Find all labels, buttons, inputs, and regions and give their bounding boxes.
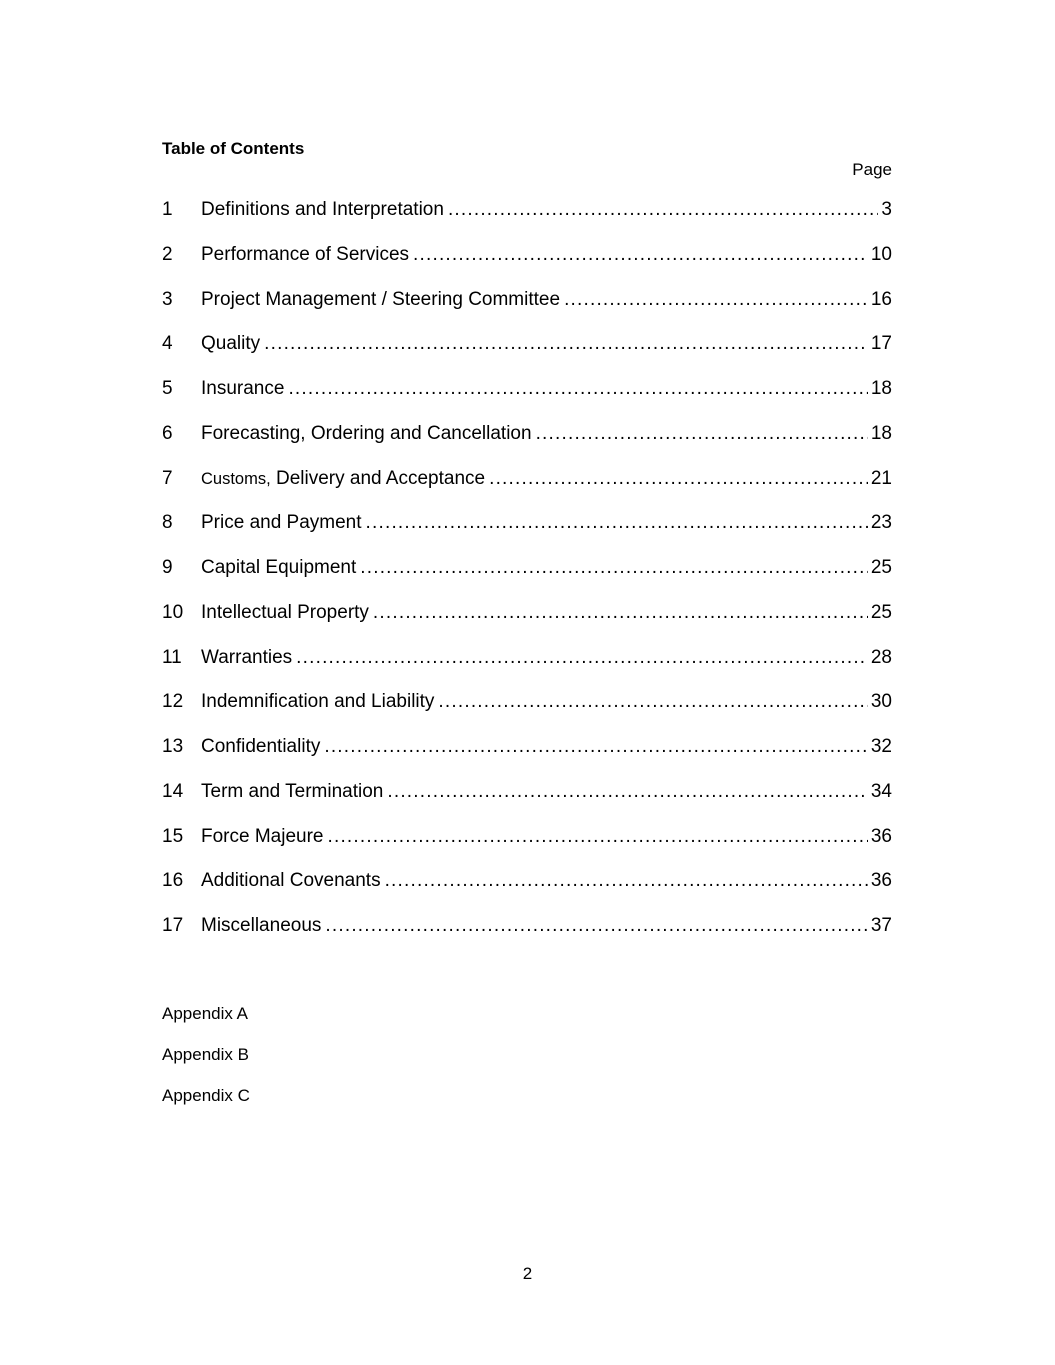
toc-entry-page: 30 <box>870 691 892 713</box>
toc-entry-number: 3 <box>162 288 173 310</box>
toc-entry-17[interactable] <box>162 912 892 957</box>
dot-leader <box>328 823 868 851</box>
dot-leader <box>324 733 868 761</box>
toc-entry-page: 16 <box>870 288 892 310</box>
toc-entry-number: 8 <box>162 512 173 534</box>
toc-entry-title: Force Majeure <box>201 825 324 847</box>
toc-entry-page: 10 <box>870 243 892 265</box>
toc-entry-page: 25 <box>870 601 892 623</box>
appendix-item-a[interactable]: Appendix A <box>162 1004 249 1023</box>
toc-entry-16[interactable] <box>162 867 892 912</box>
toc-entry-11[interactable] <box>162 644 892 689</box>
toc-entry-number: 13 <box>162 736 184 757</box>
toc-entry-title: Indemnification and Liability <box>201 691 435 713</box>
toc-entry-title: Price and Payment <box>201 512 362 534</box>
toc-entry-page: 18 <box>870 422 892 444</box>
dot-leader <box>264 330 868 358</box>
toc-entry-title: Intellectual Property <box>201 601 369 623</box>
toc-entry-7[interactable] <box>162 465 892 510</box>
toc-entry-15[interactable] <box>162 823 892 868</box>
toc-entry-title: Capital Equipment <box>201 557 357 578</box>
dot-leader <box>448 196 878 224</box>
toc-entry-title-prefix: Customs, <box>201 469 271 488</box>
appendix-list <box>162 1002 250 1125</box>
document-page <box>162 0 892 1365</box>
toc-entry-title: Warranties <box>201 646 293 668</box>
toc-entry-13[interactable] <box>162 733 892 778</box>
toc-entry-page: 36 <box>870 825 892 847</box>
toc-entry-1[interactable] <box>162 196 892 241</box>
toc-entry-title: Insurance <box>201 378 285 399</box>
toc-entry-title: Delivery and Acceptance <box>275 467 486 489</box>
toc-entry-10[interactable] <box>162 599 892 644</box>
toc-entry-page: 23 <box>870 512 892 534</box>
page-column-label: Page <box>852 160 892 179</box>
dot-leader <box>288 375 867 403</box>
dot-leader <box>536 420 868 448</box>
dot-leader <box>387 778 868 806</box>
toc-list <box>162 196 892 957</box>
toc-entry-9[interactable] <box>162 554 892 599</box>
toc-entry-page: 37 <box>870 915 892 936</box>
dot-leader <box>564 286 868 314</box>
dot-leader <box>366 509 868 537</box>
dot-leader <box>360 554 868 582</box>
toc-entry-number: 17 <box>162 915 184 936</box>
toc-entry-number: 11 <box>162 646 182 668</box>
toc-entry-page: 32 <box>870 736 892 757</box>
toc-entry-page: 25 <box>870 557 892 578</box>
toc-entry-title: Forecasting, Ordering and Cancellation <box>201 422 532 444</box>
dot-leader <box>325 912 867 940</box>
dot-leader <box>296 644 868 672</box>
toc-entry-page: 17 <box>870 333 892 355</box>
toc-entry-number: 7 <box>162 467 173 489</box>
toc-entry-number: 9 <box>162 557 173 578</box>
appendix-item-c[interactable]: Appendix C <box>162 1086 250 1105</box>
toc-entry-title: Miscellaneous <box>201 915 322 936</box>
toc-entry-4[interactable] <box>162 330 892 375</box>
toc-entry-number: 5 <box>162 378 173 399</box>
dot-leader <box>373 599 868 627</box>
toc-entry-number: 10 <box>162 601 184 623</box>
dot-leader <box>438 688 867 716</box>
toc-entry-number: 1 <box>162 199 173 220</box>
dot-leader <box>385 867 868 895</box>
toc-entry-number: 12 <box>162 691 184 713</box>
toc-entry-number: 4 <box>162 333 173 355</box>
toc-entry-8[interactable] <box>162 509 892 554</box>
toc-entry-title-wrap <box>201 465 489 493</box>
toc-entry-number: 6 <box>162 422 173 444</box>
toc-entry-title: Confidentiality <box>201 736 321 757</box>
toc-entry-5[interactable] <box>162 375 892 420</box>
toc-entry-title: Project Management / Steering Committee <box>201 288 561 310</box>
toc-entry-page: 36 <box>870 870 892 892</box>
toc-entry-page: 28 <box>870 646 892 668</box>
toc-entry-number: 2 <box>162 243 173 265</box>
toc-entry-title: Definitions and Interpretation <box>201 199 444 220</box>
dot-leader <box>489 465 868 493</box>
toc-entry-page: 21 <box>870 467 892 489</box>
toc-entry-title: Performance of Services <box>201 243 410 265</box>
toc-entry-title: Quality <box>201 333 261 355</box>
toc-entry-title: Term and Termination <box>201 780 384 802</box>
appendix-item-b[interactable]: Appendix B <box>162 1045 249 1064</box>
toc-entry-6[interactable] <box>162 420 892 465</box>
toc-entry-14[interactable] <box>162 778 892 823</box>
toc-entry-page: 3 <box>881 199 892 220</box>
footer-page-number: 2 <box>522 1264 533 1283</box>
toc-entry-number: 14 <box>162 780 184 802</box>
toc-entry-3[interactable] <box>162 286 892 331</box>
toc-title: Table of Contents <box>162 139 305 158</box>
toc-entry-page: 34 <box>870 780 892 802</box>
toc-entry-title: Additional Covenants <box>201 870 381 892</box>
toc-entry-page: 18 <box>870 378 892 399</box>
toc-entry-2[interactable] <box>162 241 892 286</box>
toc-entry-number: 15 <box>162 825 184 847</box>
dot-leader <box>413 241 868 269</box>
toc-entry-12[interactable] <box>162 688 892 733</box>
toc-entry-number: 16 <box>162 870 184 892</box>
